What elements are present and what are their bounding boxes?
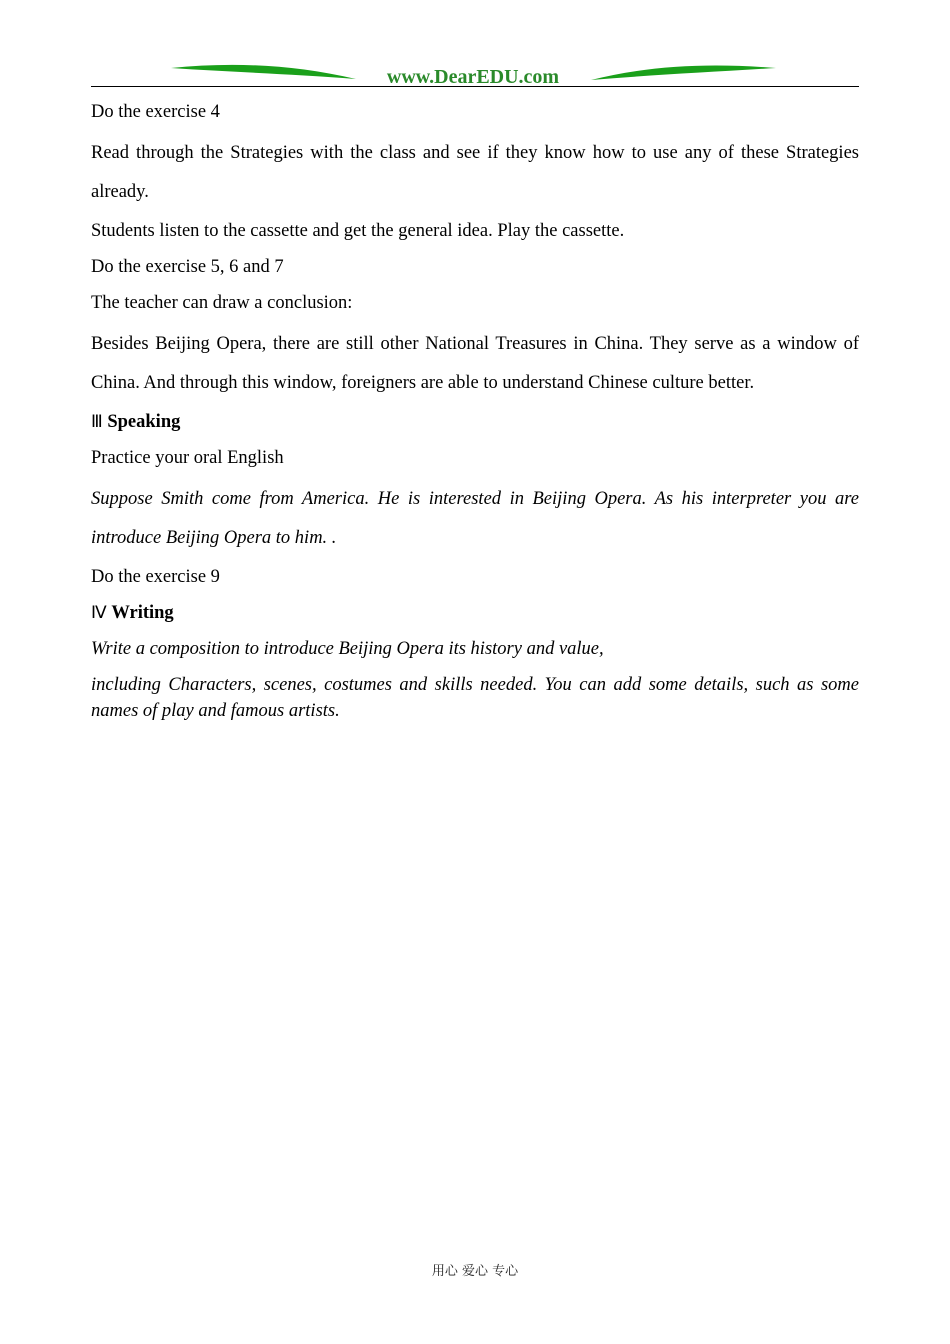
- text-line: The teacher can draw a conclusion:: [91, 293, 353, 313]
- section-numeral: Ⅳ: [91, 603, 107, 623]
- section-numeral: Ⅲ: [91, 412, 103, 432]
- section-title: Speaking: [107, 412, 181, 432]
- text-line: Practice your oral English: [91, 448, 284, 468]
- text-paragraph: Read through the Strategies with the class and see if they know how to use any of these Strategies already.: [91, 143, 859, 202]
- page-footer: 用心 爱心 专心: [431, 1264, 519, 1279]
- left-swoosh-icon: [171, 65, 356, 79]
- writing-heading: [91, 599, 859, 635]
- text-line: Do the exercise 9: [91, 567, 220, 587]
- text-paragraph: Suppose Smith come from America. He is interested in Beijing Opera. As his interpreter you are introduce Beijing Opera to him. .: [91, 489, 859, 548]
- text-line: Write a composition to introduce Beijing Opera its history and value,: [91, 639, 604, 659]
- text-line: Students listen to the cassette and get the general idea. Play the cassette.: [91, 221, 625, 241]
- document-body: [91, 98, 859, 733]
- speaking-heading: [91, 403, 859, 444]
- text-paragraph: including Characters, scenes, costumes and skills needed. You can add some details, such as some names of play and famous artists.: [91, 675, 859, 721]
- text-line: Do the exercise 5, 6 and 7: [91, 257, 284, 277]
- text-paragraph: Besides Beijing Opera, there are still other National Treasures in China. They serve as a window of China. And through this window, foreigners are able to understand Chinese culture better.: [91, 334, 859, 393]
- text-line: Do the exercise 4: [91, 102, 220, 122]
- right-swoosh-icon: [591, 66, 776, 80]
- header-divider: [91, 86, 859, 87]
- logo-text: www.DearEDU.com: [386, 66, 560, 88]
- section-title: Writing: [111, 603, 174, 623]
